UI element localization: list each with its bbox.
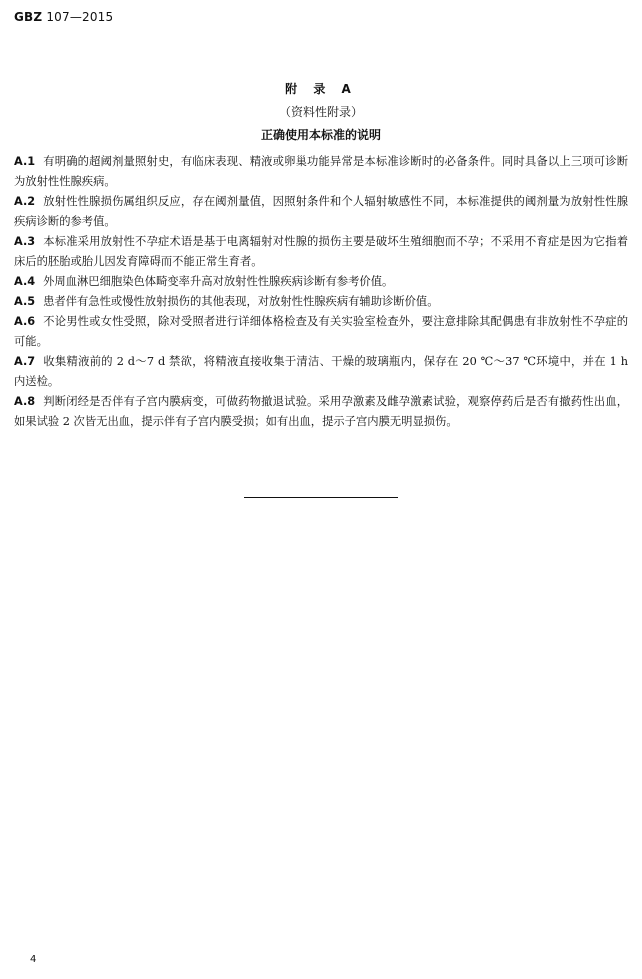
clause-number: A.8 <box>14 395 36 408</box>
clause-text: 收集精液前的 2 d～7 d 禁欲，将精液直接收集于清洁、干燥的玻璃瓶内，保存在 20 ℃～37 ℃环境中，并在 1 h 内送检。 <box>14 355 628 388</box>
page-number: 4 <box>30 954 37 965</box>
clause-a2 <box>14 192 628 232</box>
standard-prefix: GBZ <box>14 10 43 24</box>
clause-a6 <box>14 312 628 352</box>
clause-number: A.5 <box>14 295 36 308</box>
clause-a4 <box>14 272 628 292</box>
annex-title: 附 录 A <box>285 82 357 96</box>
clause-number: A.7 <box>14 355 36 368</box>
clause-a5 <box>14 292 628 312</box>
clause-number: A.2 <box>14 195 36 208</box>
clause-number: A.3 <box>14 235 36 248</box>
clause-a1 <box>14 152 628 192</box>
annex-type: （资料性附录） <box>278 105 363 119</box>
clause-text: 放射性性腺损伤属组织反应，存在阈剂量值，因照射条件和个人辐射敏感性不同，本标准提供的阈剂量为放射性性腺疾病诊断的参考值。 <box>14 195 628 228</box>
clause-number: A.1 <box>14 155 36 168</box>
standard-year: 107—2015 <box>46 10 114 24</box>
annex-heading: 正确使用本标准的说明 <box>260 128 381 142</box>
clause-number: A.6 <box>14 315 36 328</box>
annex-body <box>14 152 628 432</box>
clause-text: 不论男性或女性受照，除对受照者进行详细体格检查及有关实验室检查外，要注意排除其配偶患有非放射性不孕症的可能。 <box>14 315 628 348</box>
end-of-annex-rule <box>244 497 398 498</box>
clause-text: 患者伴有急性或慢性放射损伤的其他表现，对放射性性腺疾病有辅助诊断价值。 <box>43 295 439 308</box>
clause-text: 本标准采用放射性不孕症术语是基于电离辐射对性腺的损伤主要是破坏生殖细胞而不孕；不采用不育症是因为它指着床后的胚胎或胎儿因发育障碍而不能正常生育者。 <box>14 235 628 268</box>
clause-a7 <box>14 352 628 392</box>
standard-code <box>14 10 113 24</box>
clause-a3 <box>14 232 628 272</box>
clause-text: 有明确的超阈剂量照射史，有临床表现、精液或卵巢功能异常是本标准诊断时的必备条件。同时具备以上三项可诊断为放射性性腺疾病。 <box>14 155 628 188</box>
clause-number: A.4 <box>14 275 36 288</box>
clause-text: 判断闭经是否伴有子宫内膜病变，可做药物撤退试验。采用孕激素及雌孕激素试验，观察停药后是否有撤药性出血，如果试验 2 次皆无出血，提示伴有子宫内膜受损；如有出血，提示子宫内膜无明显损伤。 <box>14 395 628 428</box>
clause-text: 外周血淋巴细胞染色体畸变率升高对放射性性腺疾病诊断有参考价值。 <box>43 275 394 288</box>
clause-a8 <box>14 392 628 432</box>
